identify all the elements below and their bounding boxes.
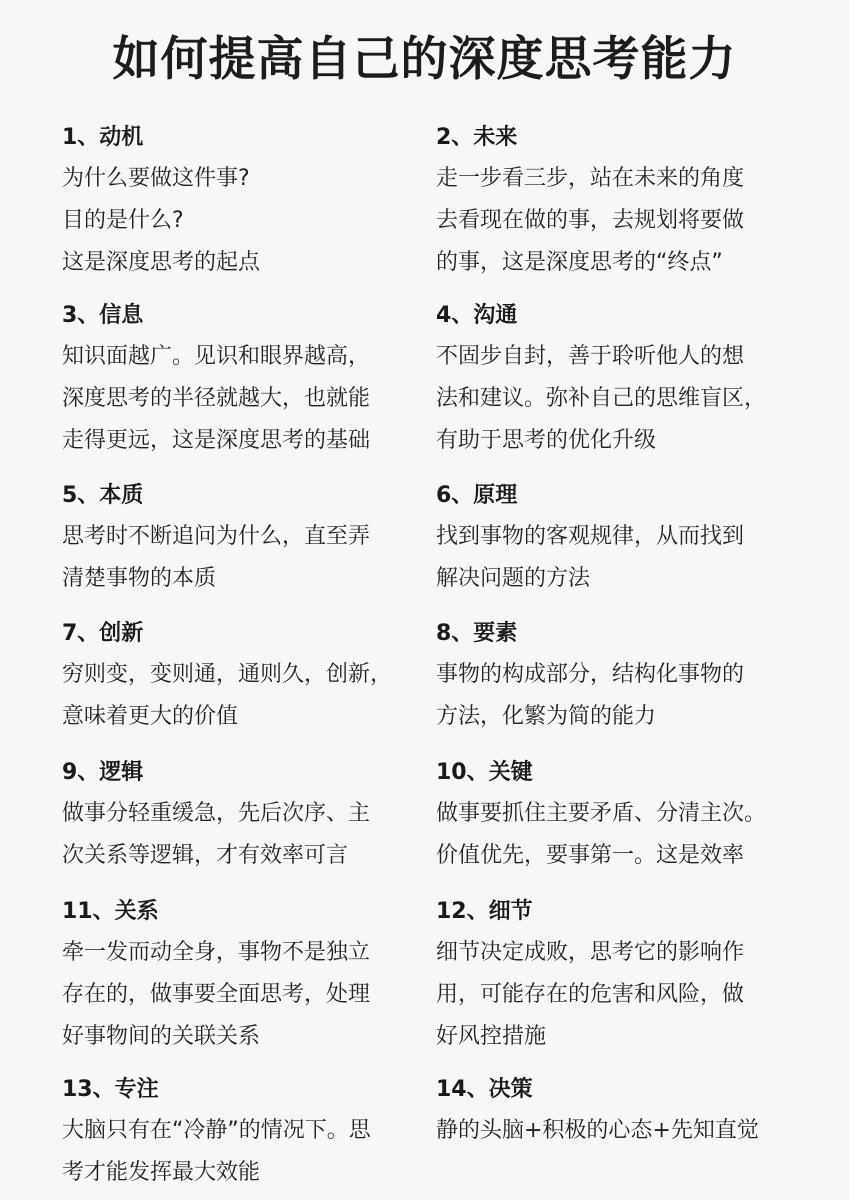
tip-line: 目的是什么?	[62, 208, 184, 233]
tip-line: 深度思考的半径就越大，也就能	[62, 386, 371, 411]
tip-item-essence	[62, 476, 436, 614]
tip-line: 穷则变，变则通，通则久，创新，	[62, 662, 393, 687]
tip-line: 这是深度思考的起点	[62, 250, 261, 275]
tip-heading: 13、专注	[62, 1077, 159, 1102]
tip-item-logic	[62, 753, 436, 892]
tip-line: 做事要抓住主要矛盾、分清主次。	[436, 801, 767, 826]
tip-heading: 14、决策	[436, 1077, 533, 1102]
tip-line: 用，可能存在的危害和风险，做	[436, 982, 745, 1007]
tip-heading: 3、信息	[62, 303, 144, 328]
tip-line: 意味着更大的价值	[62, 704, 239, 729]
tip-item-focus	[62, 1070, 436, 1200]
tip-line: 找到事物的客观规律，从而找到	[436, 524, 745, 549]
tip-line: 走一步看三步，站在未来的角度	[436, 166, 745, 191]
tip-item-communication	[436, 296, 822, 476]
tip-heading: 12、细节	[436, 899, 533, 924]
tip-line: 不固步自封，善于聆听他人的想	[436, 344, 745, 369]
tip-heading: 8、要素	[436, 621, 518, 646]
tip-item-decision	[436, 1070, 822, 1200]
tip-line: 方法，化繁为简的能力	[436, 704, 657, 729]
tip-line: 知识面越广。见识和眼界越高，	[62, 344, 371, 369]
tip-line: 为什么要做这件事?	[62, 166, 250, 191]
tip-heading: 5、本质	[62, 483, 144, 508]
tip-item-motivation	[62, 118, 436, 296]
tip-line: 解决问题的方法	[436, 566, 591, 591]
tip-item-relations	[62, 892, 436, 1070]
tip-line: 思考时不断追问为什么，直至弄	[62, 524, 371, 549]
tip-line: 牵一发而动全身，事物不是独立	[62, 940, 371, 965]
tip-line: 细节决定成败，思考它的影响作	[436, 940, 745, 965]
tip-item-future	[436, 118, 822, 296]
tip-line: 好风控措施	[436, 1024, 547, 1049]
tip-item-key	[436, 753, 822, 892]
tip-item-details	[436, 892, 822, 1070]
tips-grid	[62, 118, 822, 1200]
tip-line: 做事分轻重缓急，先后次序、主	[62, 801, 371, 826]
tip-heading: 9、逻辑	[62, 760, 144, 785]
tip-item-elements	[436, 614, 822, 753]
tip-heading: 7、创新	[62, 621, 144, 646]
tip-line: 价值优先，要事第一。这是效率	[436, 843, 745, 868]
tip-line: 好事物间的关联关系	[62, 1024, 261, 1049]
tip-heading: 10、关键	[436, 760, 533, 785]
tip-line: 走得更远，这是深度思考的基础	[62, 428, 371, 453]
tip-line: 事物的构成部分，结构化事物的	[436, 662, 745, 687]
tip-line: 法和建议。弥补自己的思维盲区，	[436, 386, 767, 411]
tip-heading: 6、原理	[436, 483, 518, 508]
tip-line: 清楚事物的本质	[62, 566, 217, 591]
tip-heading: 2、未来	[436, 125, 518, 150]
tip-line: 有助于思考的优化升级	[436, 428, 657, 453]
tip-item-principle	[436, 476, 822, 614]
page-title: 如何提高自己的深度思考能力	[112, 32, 737, 87]
tip-line: 存在的，做事要全面思考，处理	[62, 982, 371, 1007]
tip-line: 大脑只有在“冷静”的情况下。思	[62, 1118, 371, 1143]
tip-heading: 11、关系	[62, 899, 159, 924]
tip-line: 次关系等逻辑，才有效率可言	[62, 843, 349, 868]
tip-heading: 4、沟通	[436, 303, 518, 328]
tip-item-information	[62, 296, 436, 476]
tip-heading: 1、动机	[62, 125, 144, 150]
tip-line: 静的头脑+积极的心态+先知直觉	[436, 1118, 759, 1143]
tip-line: 的事，这是深度思考的“终点”	[436, 250, 723, 275]
tip-line: 考才能发挥最大效能	[62, 1160, 261, 1185]
tip-line: 去看现在做的事，去规划将要做	[436, 208, 745, 233]
tip-item-innovation	[62, 614, 436, 753]
